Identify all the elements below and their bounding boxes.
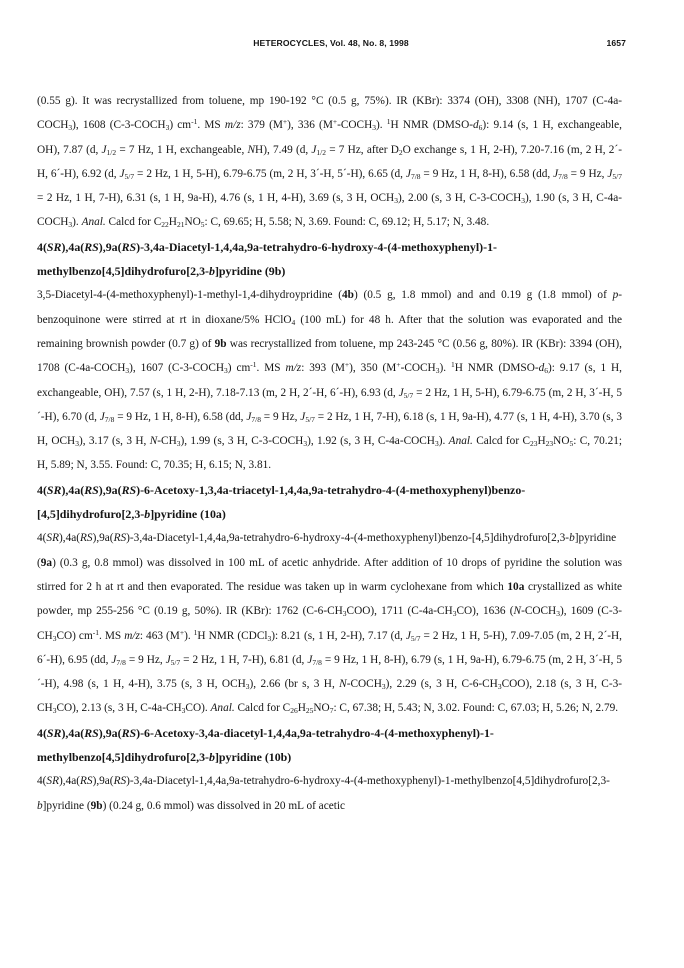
article-body xyxy=(37,89,622,818)
compound-9a-characterization: (0.55 g). It was recrystallized from toluene, mp 190-192 °C (0.5 g, 75%). IR (KBr): 3374 (OH), 3308 (NH), 1707 $(C-4a-COCH_3)$, 1608 $(C-3-COCH_3)$ $cm^{-1}$. MS m/z: 379 (M+), 336 $(M^+-COCH_3)$. $^1$H NMR $(DMSO-d_6)$: 9.14 (s, 1 H, exchangeable, OH), 7.87 (d, $J_{1/2} = 7$ Hz, 1 H, exchangeable, NH), 7.49 (d, $J_{1/2} = 7$ Hz, after $D_2O$ exchange s, 1 H, 2-H), 7.20-7.16 (m, 2 H, 2´-H, 6´-H), 6.92 (d, $J_{5/7} = 2$ Hz, 1 H, 5-H), 6.79-6.75 (m, 2 H, 3´-H, 5´-H), 6.65 (d, $J_{7/8} = 9$ Hz, 1 H, 8-H), 6.58 (dd, $J_{7/8} = 9$ Hz, $J_{5/7} = 2$ Hz, 1 H, 7-H), 6.31 (s, 1 H, 9a-H), 4.76 (s, 1 H, 4-H), 3.69 (s, 3 H, $OCH_3$), 2.00 (s, 3 H, $C-3-COCH_3$), 1.90 (s, 3 H, $C-4a-COCH_3$). Anal. Calcd for $C_{22}H_{21}NO_5$: C, 69.65; H, 5.58; N, 3.69. Found: C, 69.12; H, 5.17; N, 3.48. xyxy=(37,95,623,230)
compound-10a-procedure: 4(SR),4a(RS),9a(RS)-3,4a-Diacetyl-1,4,4a,9a-tetrahydro-6-hydroxy-4-(4-methoxyphenyl)benzo-[4,5]dihydrofuro[2,3-b]pyridine (9a) (0.3 g, 0.8 mmol) was dissolved in 100 mL of acetic anhydride. After addition of 10 drops of pyridine the solution was stirred for 2 h at rt and then evaporated. The residue was taken up in warm cyclohexane from which 10a crystallized as white powder, mp 255-256 °C (0.19 g, 50%). IR (KBr): 1762 $(C-6-CH_3COO)$, 1711 $(C-4a-CH_3CO)$, 1636 $(N-COCH_3)$, 1609 $(C-3-CH_3CO)$ $cm^{-1}$. MS m/z: 463 (M+). $^1$H NMR (CDCl$_3$): 8.21 (s, 1 H, 2-H), 7.17 (d, $J_{5/7} = 2$ Hz, 1 H, 5-H), 7.09-7.05 (m, 2 H, 2´-H, 6´-H), 6.95 (dd, $J_{7/8} = 9$ Hz, $J_{5/7} = 2$ Hz, 1 H, 7-H), 6.81 (d, $J_{7/8} = 9$ Hz, 1 H, 8-H), 6.79 (s, 1 H, 9a-H), 6.79-6.75 (m, 2 H, 3´-H, 5´-H), 4.98 (s, 1 H, 4-H), 3.75 (s, 3 H, $OCH_3$), 2.66 (br s, 3 H, $N-COCH_3$), 2.29 (s, 3 H, $C-6-CH_3COO$), 2.18 (s, 3 H, $C-3-CH_3CO$), 2.13 (s, 3 H, $C-4a-CH_3CO$). Anal. Calcd for $C_{26}H_{25}NO_7$: C, 67.38; H, 5.43; N, 3.02. Found: C, 67.03; H, 5.26; N, 2.79. xyxy=(37,532,623,716)
journal-citation: HETEROCYCLES, Vol. 48, No. 8, 1998 xyxy=(253,38,409,48)
compound-10a-heading: 4(SR),4a(RS),9a(RS)-6-Acetoxy-1,3,4a-triacetyl-1,4,4a,9a-tetrahydro-4-(4-methoxyphenyl)benzo-[4,5]dihydrofuro[2,3-b]pyridine (10a) xyxy=(37,482,526,522)
compound-9b-procedure: 3,5-Diacetyl-4-(4-methoxyphenyl)-1-methyl-1,4-dihydroypridine (4b) (0.5 g, 1.8 mmol) and and 0.19 g (1.8 mmol) of p-benzoquinone were stirred at rt in dioxane/5% HClO$_4$ (100 mL) for 48 h. After that the solution was evaporated and the remaining brownish powder (0.7 g) of 9b was recrystallized from toluene, mp 243-245 °C (0.56 g, 80%). IR (KBr): 3394 (OH), 1708 $(C-4a-COCH_3)$, 1607 $(C-3-COCH_3)$ $cm^{-1}$. MS m/z: 393 (M+), 350 $(M^+-COCH_3)$. $^1$H NMR $(DMSO-d_6)$: 9.17 (s, 1 H, exchangeable, OH), 7.57 (s, 1 H, 2-H), 7.18-7.13 (m, 2 H, 2´-H, 6´-H), 6.93 (d, $J_{5/7} = 2$ Hz, 1 H, 5-H), 6.79-6.75 (m, 2 H, 3´-H, 5´-H), 6.70 (d, $J_{7/8} = 9$ Hz, 1 H, 8-H), 6.58 (dd, $J_{7/8} = 9$ Hz, $J_{5/7} = 2$ Hz, 1 H, 7-H), 6.18 (s, 1 H, 9a-H), 4.77 (s, 1 H, 4-H), 3.70 (s, 3 H, $OCH_3$), 3.17 (s, 3 H, $N-CH_3$), 1.99 (s, 3 H, $C-3-COCH_3$), 1.92 (s, 3 H, $C-4a-COCH_3$). Anal. Calcd for $C_{23}H_{23}NO_5$: C, 70.21; H, 5.89; N, 3.55. Found: C, 70.35; H, 6.15; N, 3.81. xyxy=(37,289,623,472)
page-number: 1657 xyxy=(606,38,626,48)
compound-10b-procedure: 4(SR),4a(RS),9a(RS)-3,4a-Diacetyl-1,4,4a,9a-tetrahydro-6-hydroxy-4-(4-methoxyphenyl)-1-methylbenzo[4,5]dihydrofuro[2,3-b]pyridine (9b) (0.24 g, 0.6 mmol) was dissolved in 20 mL of acetic xyxy=(37,775,610,812)
compound-10b-heading: 4(SR),4a(RS),9a(RS)-6-Acetoxy-3,4a-diacetyl-1,4,4a,9a-tetrahydro-4-(4-methoxyphenyl)-1-methylbenzo[4,5]dihydrofuro[2,3-b]pyridine (10b) xyxy=(37,725,494,765)
compound-9b-heading: 4(SR),4a(RS),9a(RS)-3,4a-Diacetyl-1,4,4a,9a-tetrahydro-6-hydroxy-4-(4-methoxyphenyl)-1-methylbenzo[4,5]dihydrofuro[2,3-b]pyridine (9b) xyxy=(37,239,497,279)
running-head xyxy=(36,38,626,52)
